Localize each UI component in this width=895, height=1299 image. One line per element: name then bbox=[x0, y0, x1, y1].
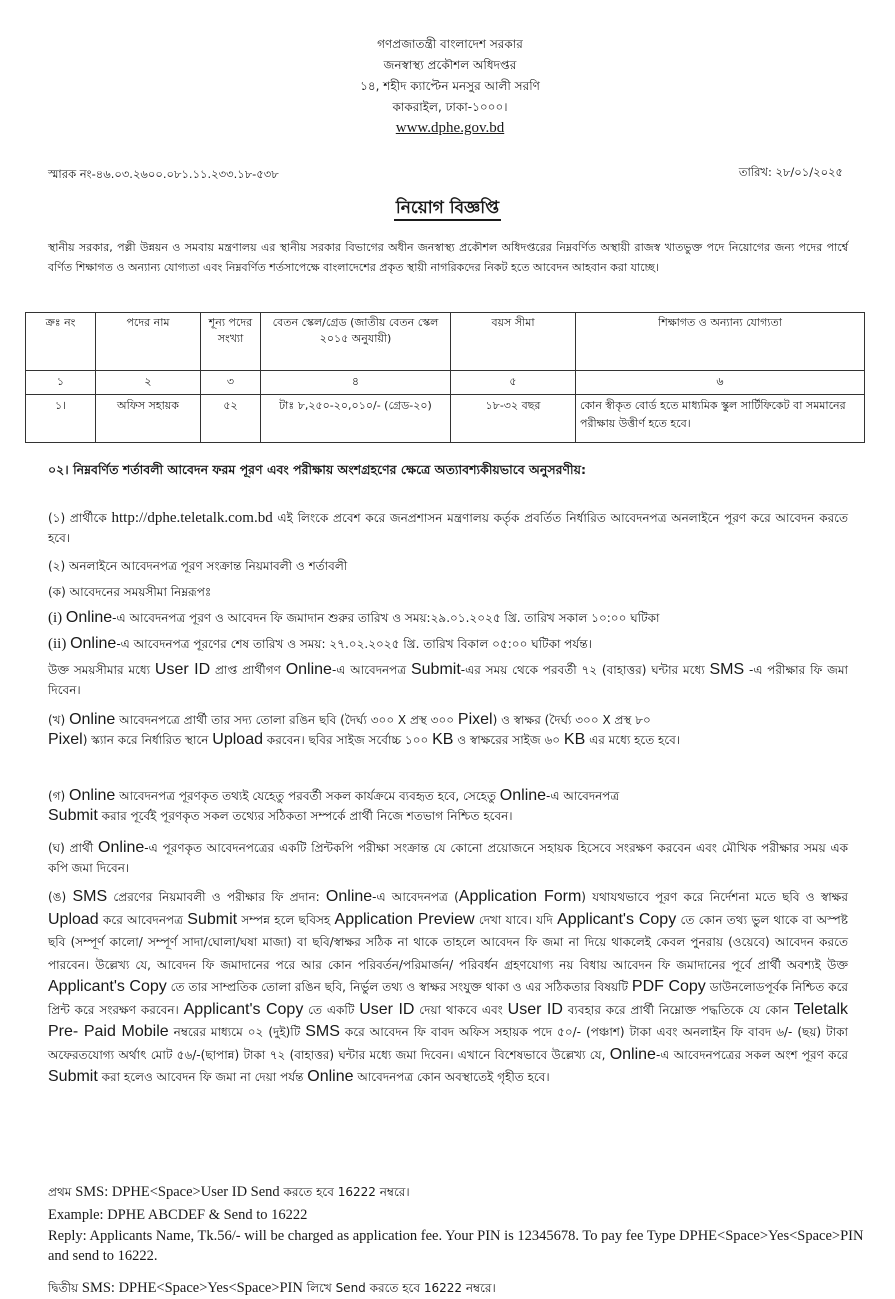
condition-i-prefix: (i) bbox=[48, 610, 66, 626]
table-index-row bbox=[26, 371, 865, 395]
condition-ii-prefix: (ii) bbox=[48, 636, 71, 652]
text-run: তে তার সাম্প্রতিক তোলা রঙিন ছবি, নির্ভুল তথ্য ও স্বাক্ষর সংযুক্ত থাকা ও এর সঠিকতার বিষয়টি bbox=[166, 980, 632, 994]
sms-term: SMS bbox=[305, 1023, 340, 1040]
upload-term: Upload bbox=[48, 910, 99, 928]
condition-1-suffix: এই লিংকে প্রবেশ করে জনপ্রশাসন মন্ত্রণালয় কর্তৃক প্রবর্তিত নির্ধারিত আবেদনপত্র অনলাইনে পূরণ করে আবেদন করতে হবে। bbox=[48, 511, 849, 545]
table-row bbox=[26, 395, 865, 443]
condition-ii-text: -এ আবেদনপত্র পূরণের শেষ তারিখ ও সময়: ২৭.০২.২০২৫ খ্রি. তারিখ বিকাল ০৫:০০ ঘটিকা পর্যন্ত। bbox=[116, 637, 592, 651]
condition-ii bbox=[48, 634, 848, 654]
text-run: ) ও স্বাক্ষর (দৈর্ঘ্য ৩০০ X প্রস্থ ৮০ bbox=[492, 713, 651, 727]
submit-term: Submit bbox=[48, 1068, 98, 1085]
table-header: বয়স সীমা bbox=[451, 313, 576, 371]
table-cell: টাঃ ৮,২৫০-২০,০১০/- (গ্রেড-২০) bbox=[261, 395, 451, 443]
application-form-term: Application Form bbox=[458, 888, 582, 905]
text-run: করতে হবে 16222 নম্বরে। bbox=[279, 1185, 410, 1199]
text-run: করে আবেদনপত্র bbox=[98, 912, 188, 927]
sms-second-code: SMS: DPHE<Space>Yes<Space>PIN bbox=[81, 1280, 303, 1296]
header-govt: গণপ্রজাতন্ত্রী বাংলাদেশ সরকার bbox=[377, 37, 523, 51]
online-term: Online bbox=[98, 839, 145, 856]
pixel-term: Pixel bbox=[457, 711, 493, 728]
text-run: এর মধ্যে হতে হবে। bbox=[585, 733, 681, 747]
table-cell: ১৮-৩২ বছর bbox=[451, 395, 576, 443]
conditions-heading: ০২। নিম্নবর্ণিত শর্তাবলী আবেদন ফরম পূরণ এবং পরীক্ষায় অংশগ্রহণের ক্ষেত্রে অত্যাবশ্যকীয়ভাবে অনুসরণীয়: bbox=[48, 462, 586, 477]
text-run: সম্পন্ন হলে ছবিসহ bbox=[237, 912, 335, 927]
userid-term: User ID bbox=[154, 661, 211, 678]
text-run: (গ) bbox=[48, 789, 70, 803]
condition-ka: (ক) আবেদনের সময়সীমা নিম্নরূপঃ bbox=[48, 585, 212, 599]
header-address: ১৪, শহীদ ক্যাপ্টেন মনসুর আলী সরণি bbox=[360, 79, 540, 93]
condition-ga bbox=[48, 786, 848, 826]
text-run: -এর সময় থেকে পরবর্তী ৭২ (বাহাত্তর) ঘন্টার মধ্যে bbox=[460, 663, 710, 677]
condition-gha bbox=[48, 838, 848, 878]
text-run: ব্যবহার করে প্রার্থী নিম্নোক্ত পদ্ধতিকে যে কোন bbox=[562, 1002, 794, 1017]
text-run: (খ) bbox=[48, 713, 70, 727]
text-run: তে একটি bbox=[303, 1002, 360, 1017]
text-run: দেখা যাবে। যদি bbox=[474, 912, 558, 927]
sms-reply: Reply: Applicants Name, Tk.56/- will be charged as application fee. Your PIN is 12345678. To pay fee Type DPHE<Space>Yes<Space>PIN and send to 16222. bbox=[48, 1228, 864, 1264]
text-run: ) যথাযথভাবে পূরণ করে নির্দেশনা মতে ছবি ও স্বাক্ষর bbox=[581, 890, 848, 904]
online-term: Online bbox=[609, 1045, 656, 1063]
text-run: প্রাপ্ত প্রার্থীগণ bbox=[210, 663, 286, 677]
sms-first-instruction bbox=[48, 1182, 868, 1202]
condition-i-text: -এ আবেদনপত্র পূরণ ও আবেদন ফি জমাদান শুরুর তারিখ ও সময়:২৯.০১.২০২৫ খ্রি. তারিখ সকাল ১০:০০ ঘটিকা bbox=[112, 611, 660, 625]
online-term: Online bbox=[69, 787, 116, 804]
table-cell: ৫ bbox=[451, 371, 576, 395]
online-term: Online bbox=[65, 609, 113, 626]
sms-example: Example: DPHE ABCDEF & Send to 16222 bbox=[48, 1207, 308, 1223]
table-cell: ৫২ bbox=[201, 395, 261, 443]
applicant-copy-term: Applicant's Copy bbox=[557, 910, 677, 928]
text-run: -এ পূরণকৃত আবেদনপত্রের একটি প্রিন্টকপি পরীক্ষা সংক্রান্ত যে কোনো প্রয়োজনে সহায়ক হিসেবে সংরক্ষণ করবেন এবং মৌখিক পরীক্ষার সময় এক কপি জমা দিবেন। bbox=[48, 841, 848, 875]
table-header: পদের নাম bbox=[96, 313, 201, 371]
submit-term: Submit bbox=[48, 807, 98, 824]
table-cell: ৬ bbox=[576, 371, 865, 395]
condition-1 bbox=[48, 508, 848, 548]
text-run: -এ আবেদনপত্র bbox=[331, 663, 411, 677]
online-term: Online bbox=[70, 635, 117, 652]
text-run: লিখে Send করতে হবে 16222 নম্বরে। bbox=[302, 1281, 496, 1295]
submit-term: Submit bbox=[410, 661, 461, 678]
table-header: শিক্ষাগত ও অন্যান্য যোগ্যতা bbox=[576, 313, 865, 371]
text-run: নম্বরের মাধ্যমে ০২ (দুই)টি bbox=[168, 1025, 306, 1039]
online-term: Online bbox=[499, 787, 547, 804]
text-run: দেয়া থাকবে এবং bbox=[414, 1002, 508, 1017]
sms-fee-paragraph bbox=[48, 660, 848, 700]
condition-1-prefix: (১) প্রার্থীকে bbox=[48, 511, 112, 525]
header-city: কাকরাইল, ঢাকা-১০০০। bbox=[392, 100, 508, 114]
table-cell: ১ bbox=[26, 371, 96, 395]
userid-term: User ID bbox=[359, 1000, 415, 1018]
teletalk-term: Teletalk Pre- Paid Mobile bbox=[48, 1000, 848, 1040]
header-department: জনস্বাস্থ্য প্রকৌশল অধিদপ্তর bbox=[383, 58, 517, 72]
notice-date: তারিখ: ২৮/০১/২০২৫ bbox=[738, 165, 843, 179]
kb-term: KB bbox=[432, 731, 454, 748]
intro-paragraph: স্থানীয় সরকার, পল্লী উন্নয়ন ও সমবায় মন্ত্রণালয় এর স্থানীয় সরকার বিভাগের অধীন জনস্বাস্থ্য প্রকৌশল অধিদপ্তরের নিম্নবর্ণিত অস্থায়ী রাজস্ব খাতভুক্ত পদে নিয়োগের জন্য পদের পার্শ্বে বর্ণিত শিক্ষাগত ও অন্যান্য যোগ্যতা এবং নিম্নবর্ণিত শর্তসাপেক্ষে বাংলাদেশের প্রকৃত স্থায়ী নাগরিকদের নিকট হতে আবেদন আহবান করা যাচ্ছে। bbox=[48, 241, 848, 274]
sms-term: SMS bbox=[709, 661, 745, 678]
text-run: (ঙ) bbox=[48, 890, 73, 904]
text-run: করবেন। ছবির সাইজ সর্বোচ্চ ১০০ bbox=[262, 733, 433, 747]
application-preview-term: Application Preview bbox=[334, 910, 475, 928]
text-run: তে কোন তথ্য ভুল থাকে বা অস্পষ্ট ছবি (সম্পূর্ণ কালো/ সম্পূর্ণ সাদা/ঘোলা/ঘষা মাজা) বা ছবি/স্বাক্ষর সঠিক না থাকে তাহলে আবেদন ফি জমা না দিয়ে থাকলেই কেবল পুনরায় (ওয়েবে) আবেদন করতে পারবেন। উল্লেখ্য যে, আবেদন ফি জমাদানের পরে আর কোন পরিবর্তন/পরিমার্জন/ পরিবর্ধন গ্রহণযোগ্য নয় বিধায় আবেদন ফি জমাদানের পূর্বে প্রার্থী অবশ্যই উক্ত bbox=[48, 912, 848, 972]
text-run: -এ আবেদনপত্র ( bbox=[372, 890, 459, 904]
text-run: উক্ত সময়সীমার মধ্যে bbox=[48, 663, 155, 677]
table-header: শূন্য পদের সংখ্যা bbox=[201, 313, 261, 371]
upload-term: Upload bbox=[212, 731, 263, 748]
condition-2: (২) অনলাইনে আবেদনপত্র পূরণ সংক্রান্ত নিয়মাবলী ও শর্তাবলী bbox=[48, 559, 348, 573]
text-run: প্রথম bbox=[48, 1185, 76, 1199]
text-run: করার পূর্বেই পূরণকৃত সকল তথ্যের সঠিকতা সম্পর্কে প্রার্থী নিজে শতভাগ নিশ্চিত হবেন। bbox=[97, 809, 513, 823]
applicant-copy-term: Applicant's Copy bbox=[183, 1000, 304, 1018]
text-run: আবেদনপত্রে প্রার্থী তার সদ্য তোলা রঙিন ছবি (দৈর্ঘ্য ৩০০ X প্রস্থ ৩০০ bbox=[115, 713, 458, 727]
pixel-term: Pixel bbox=[48, 731, 83, 748]
text-run: ও স্বাক্ষরের সাইজ ৬০ bbox=[453, 733, 564, 747]
userid-term: User ID bbox=[507, 1000, 563, 1018]
teletalk-link[interactable]: http://dphe.teletalk.com.bd bbox=[111, 510, 273, 526]
table-cell: ৩ bbox=[201, 371, 261, 395]
text-run: প্রেরণের নিয়মাবলী ও পরীক্ষার ফি প্রদান: bbox=[107, 890, 326, 904]
text-run: দ্বিতীয় bbox=[48, 1281, 82, 1295]
sms-second-instruction bbox=[48, 1278, 868, 1298]
table-cell: কোন স্বীকৃত বোর্ড হতে মাধ্যমিক স্কুল সার্টিফিকেট বা সমমানের পরীক্ষায় উত্তীর্ণ হতে হবে। bbox=[576, 395, 865, 443]
text-run: ডাউনলোডপূর্বক নিশ্চিত করে প্রিন্ট করে সংরক্ষণ করবেন। bbox=[48, 980, 849, 1017]
table-cell: ১। bbox=[26, 395, 96, 443]
online-term: Online bbox=[285, 661, 332, 678]
text-run: করে আবেদন ফি বাবদ অফিস সহায়ক পদে ৫০/- (পঞ্চাশ) টাকা এবং অনলাইন ফি বাবদ ৬/- (ছয়) টাকা অফেরতযোগ্য অর্থাৎ মোট ৫৬/-(ছাপান্ন) টাকা ৭২ (বাহাত্তর) ঘন্টার মধ্যে জমা দিবেন। এখানে বিশেষভাবে উল্লেখ্য যে, bbox=[48, 1025, 848, 1062]
text-run: (ঘ) প্রার্থী bbox=[48, 841, 99, 855]
condition-nga bbox=[48, 886, 848, 1089]
text-run: আবেদনপত্র পূরণকৃত তথ্যই যেহেতু পরবর্তী সকল কার্যক্রমে ব্যবহৃত হবে, সেহেতু bbox=[115, 789, 500, 803]
table-header: ক্রঃ নং bbox=[26, 313, 96, 371]
pdf-copy-term: PDF Copy bbox=[631, 978, 706, 995]
office-header bbox=[300, 34, 600, 139]
text-run: করা হলেও আবেদন ফি জমা না দেয়া পর্যন্ত bbox=[97, 1070, 308, 1084]
submit-term: Submit bbox=[187, 910, 238, 928]
kb-term: KB bbox=[563, 731, 586, 748]
text-run: ) স্ক্যান করে নির্ধারিত স্থানে bbox=[82, 733, 213, 747]
table-cell: ৪ bbox=[261, 371, 451, 395]
memo-number: স্মারক নং-৪৬.০৩.২৬০০.০৮১.১১.২৩৩.১৮-৫৩৮ bbox=[48, 167, 279, 181]
vacancy-table bbox=[25, 312, 865, 443]
online-term: Online bbox=[307, 1068, 354, 1085]
text-run: -এ আবেদনপত্রের সকল অংশ পূরণ করে bbox=[655, 1047, 849, 1062]
table-header-row bbox=[26, 313, 865, 371]
text-run: আবেদনপত্র কোন অবস্থাতেই গৃহীত হবে। bbox=[353, 1070, 550, 1084]
header-website-link[interactable]: www.dphe.gov.bd bbox=[395, 120, 505, 136]
text-run: -এ আবেদনপত্র bbox=[546, 789, 620, 803]
table-header: বেতন স্কেল/গ্রেড (জাতীয় বেতন স্কেল ২০১৫ অনুযায়ী) bbox=[261, 313, 451, 371]
sms-term: SMS bbox=[72, 888, 108, 905]
notice-title-text: নিয়োগ বিজ্ঞপ্তি bbox=[394, 198, 501, 221]
text-run: -এ পরীক্ষার ফি জমা দিবেন। bbox=[48, 663, 848, 697]
online-term: Online bbox=[69, 711, 116, 728]
table-cell: অফিস সহায়ক bbox=[96, 395, 201, 443]
table-cell: ২ bbox=[96, 371, 201, 395]
condition-kha bbox=[48, 710, 848, 750]
notice-title bbox=[0, 195, 895, 223]
condition-i bbox=[48, 608, 848, 628]
applicant-copy-term: Applicant's Copy bbox=[48, 978, 167, 995]
online-term: Online bbox=[325, 888, 373, 905]
sms-first-code: SMS: DPHE<Space>User ID Send bbox=[75, 1184, 280, 1200]
